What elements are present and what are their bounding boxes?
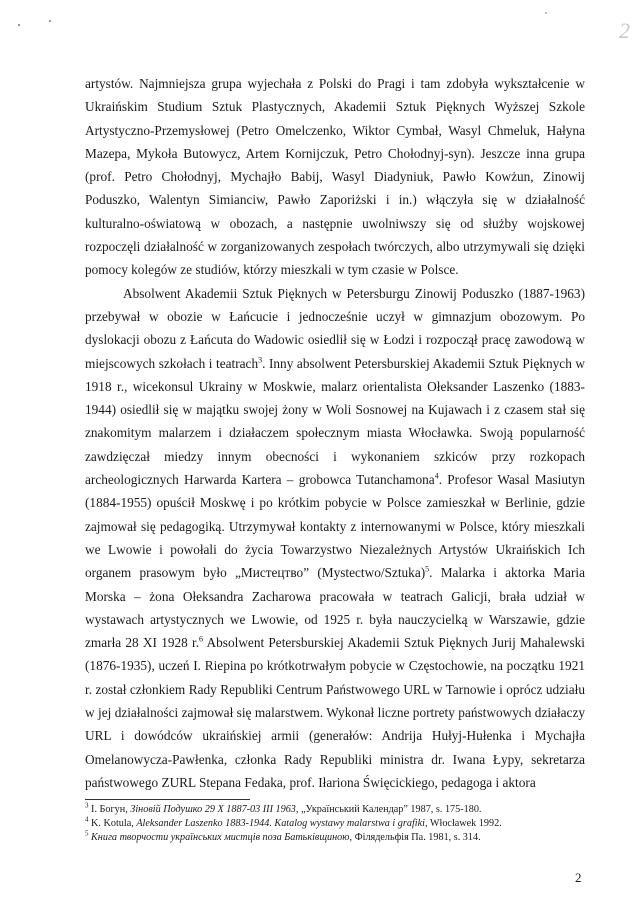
footnote-details: , Філядельфія Па. 1981, s. 314. <box>349 832 481 843</box>
footnote-ref: 4 <box>434 471 439 481</box>
footnote-ref: 6 <box>199 634 204 644</box>
footnote-title: Зіновій Подушко 29 X 1887-03 III 1963 <box>130 804 296 815</box>
footnote-number: 3 <box>85 801 89 810</box>
footnote-separator <box>85 799 250 800</box>
footnote-number: 4 <box>85 815 89 824</box>
footnote <box>85 803 585 817</box>
footnote-number: 5 <box>85 829 89 838</box>
corner-page-mark: 2 <box>619 18 630 43</box>
body-text <box>85 72 585 794</box>
paragraph-segment: . Profesor Wasal Masiutyn (1884-1955) opuścił Moskwę i po krótkim pobycie w Polsce zamieszkał w Berlinie, gdzie zajmował się pedagogiką. Utrzymywał kontakty z internowanymi w Polsce, który mieszkali we Lwowie i powołali do życia Towarzystwo Niezależnych Artystów Ukraińskich Ich organem prasowym było „Мистецтво” (Mystectwo/Sztuka) <box>85 472 585 581</box>
paragraph <box>85 282 585 795</box>
paragraph-segment: . Inny absolwent Petersburskiej Akademii Sztuk Pięknych w 1918 r., wicekonsul Ukrainy w Moskwie, malarz orientalista Ołeksander Laszenko (1883-1944) osiedlił się w majątku swojej żony w Woli Sosnowej na Kujawach i z czasem stał się znakomitym malarzem i działaczem społecznym miasta Włocławka. Swoją popularność zawdzięczał miedzy innym obecności i wykonaniem szkiców przy rozkopach archeologicznych Harwarda Kartera – grobowca Tutanchamona <box>85 355 585 488</box>
footnotes <box>85 803 585 845</box>
footnote <box>85 817 585 831</box>
footnote-details: , „Український Календар” 1987, s. 175-180. <box>295 804 482 815</box>
footnote-author: K. Kotula, <box>91 818 137 829</box>
footnote-author: I. Богун, <box>91 804 131 815</box>
footnote-title: Aleksander Laszenko 1883-1944. Katalog wystawy malarstwa i grafiki <box>136 818 425 829</box>
footnote-ref: 5 <box>425 564 430 574</box>
footnote-details: , Włocławek 1992. <box>424 818 502 829</box>
paragraph-segment: Absolwent Akademii Sztuk Pięknych w Petersburgu Zinowij Poduszko (1887-1963) przebywał w obozie w Łańcucie i jednocześnie uczył w gimnazjum obozowym. Po dyslokacji obozu z Łańcuta do Wadowic osiedlił się w Łodzi i rozpoczął pracę zawodową w miejscowych szkołach i teatrach <box>85 285 585 371</box>
footnote-title: Книга творчости українських мистців поза Батьківщиною <box>91 832 350 843</box>
scan-speck <box>545 12 547 14</box>
paragraph: artystów. Najmniejsza grupa wyjechała z Polski do Pragi i tam zdobyła wykształcenie w Ukraińskim Studium Sztuk Plastycznych, Akademii Sztuk Pięknych Wyższej Szkole Artystyczno-Przemysłowej (Petro Omelczenko, Wiktor Cymbał, Wasyl Chmeluk, Hałyna Mazepa, Mykoła Butowycz, Artem Kornijczuk, Petro Chołodnyj-syn). Jeszcze inna grupa (prof. Petro Chołodnyj, Mychajło Babij, Wasyl Diadyniuk, Pawło Kowżun, Zinowij Poduszko, Walentyn Simianciw, Pawło Zaporiżski i in.) włączyła się w działalność kulturalno-oświatową w obozach, a następnie uwolniwszy się od służby wojskowej rozpoczęli działalność w zorganizowanych zespołach twórczych, albo utrzymywali się dzięki pomocy kolegów ze studiów, którzy mieszkali w tym czasie w Polsce. <box>85 76 585 278</box>
footnote <box>85 831 585 845</box>
page-number: 2 <box>575 870 582 885</box>
footnote-ref: 3 <box>258 355 263 365</box>
scan-speck <box>49 20 51 22</box>
scan-speck <box>18 24 20 26</box>
paragraph-segment: . Malarka i aktorka Maria Morska – żona Ołeksandra Zacharowa pracowała w teatrach Galicji, brała udział w wystawach artystycznych we Lwowie, od 1925 r. była nauczycielką w Warszawie, gdzie zmarła 28 XI 1928 r. <box>85 565 585 651</box>
paragraph-segment: Absolwent Petersburskiej Akademii Sztuk Pięknych Jurij Mahalewski (1876-1935), uczeń I. Riepina po krótkotrwałym pobycie w Częstochowie, na początku 1921 r. został członkiem Rady Republiki Centrum Państwowego URL w Tarnowie i oprócz udziału w jej działalności zajmował się malarstwem. Wykonał liczne portrety państwowych działaczy URL i dowódców ukraińskiej armii (generałów: Andrija Hułyj-Hułenka i Mychajła Omelanowycza-Pawłenka, członka Rady Republiki ministra dr. Iwana Łypy, sekretarza państwowego ZURL Stepana Fedaka, prof. Iłariona Święcickiego, pedagoga i aktora <box>85 635 585 790</box>
